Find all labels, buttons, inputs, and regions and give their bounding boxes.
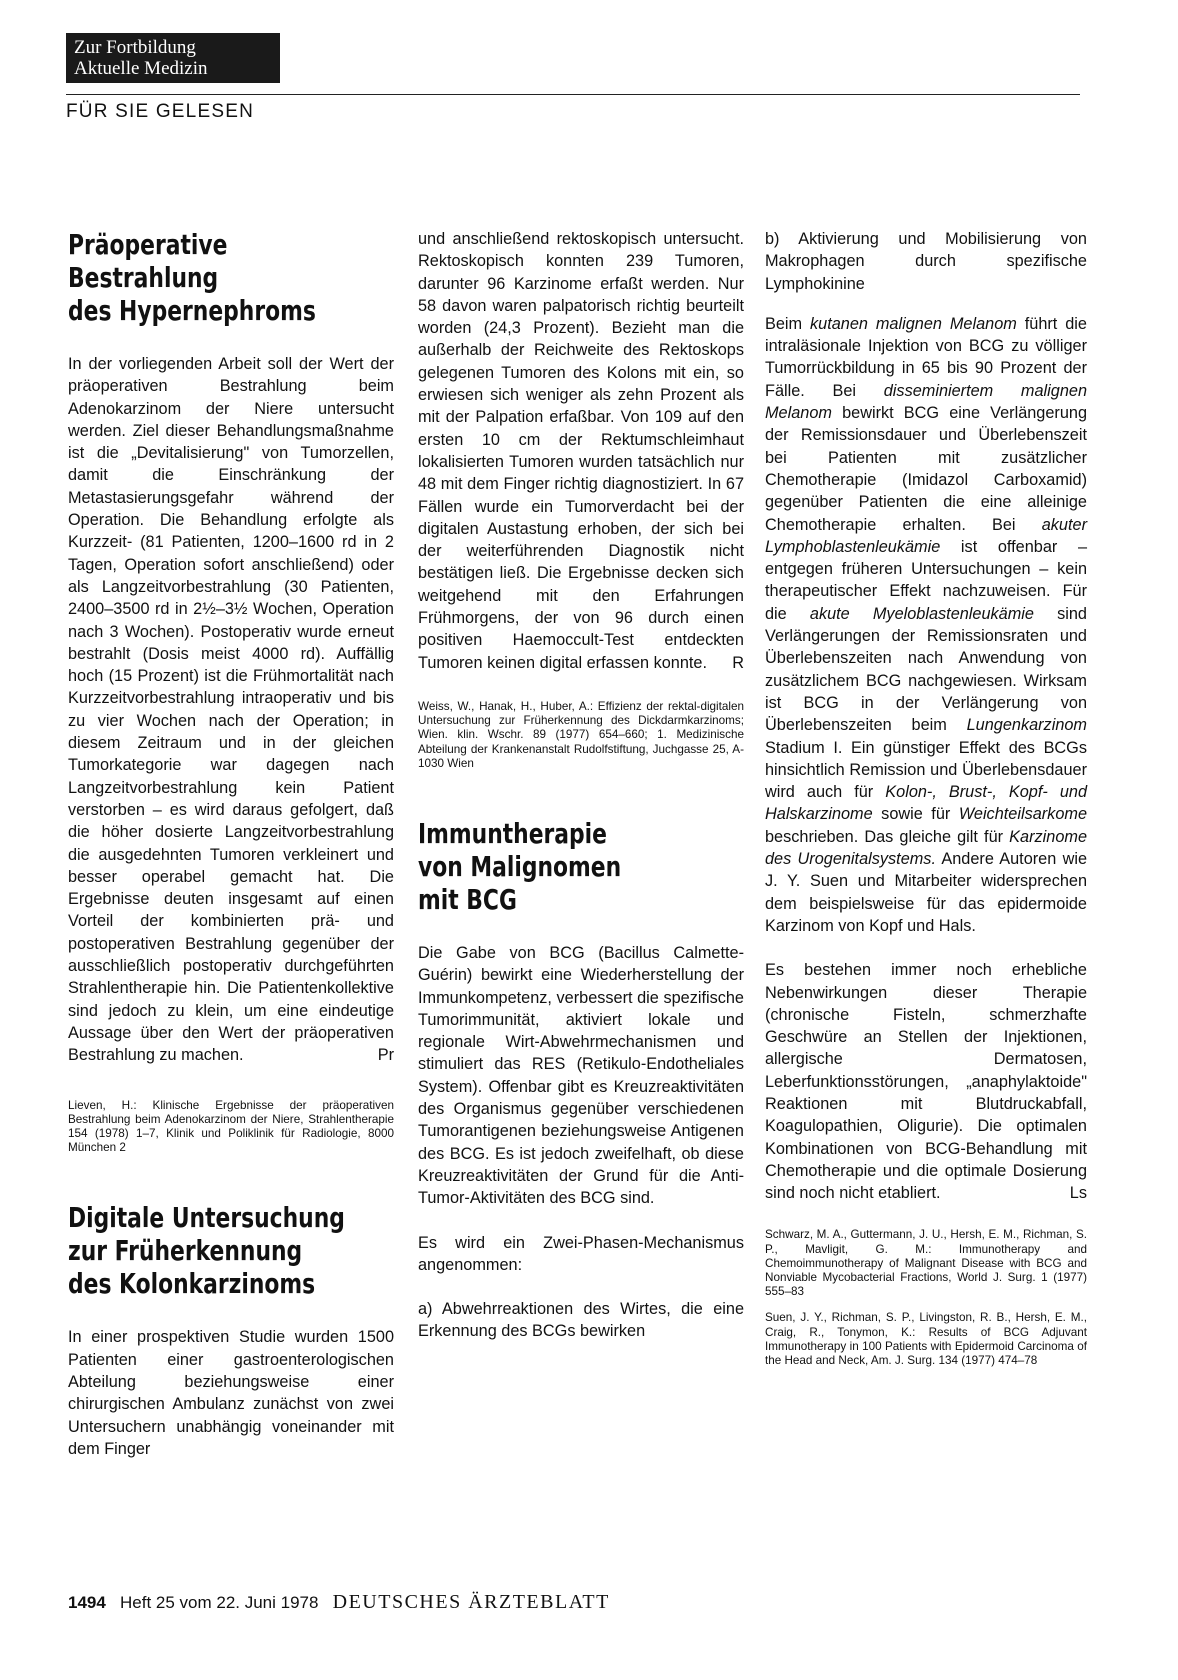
section-label-line2: Aktuelle Medizin: [74, 58, 208, 79]
p5-text-d: ist offenbar – entgegen früheren Untersuchungen – kein therapeutischer Effekt nachzuweisen. Für die: [765, 537, 1087, 623]
article-1-body: [68, 353, 394, 1067]
article-2-body-part2: [418, 228, 744, 674]
article-1-reference: Lieven, H.: Klinische Ergebnisse der präoperativen Bestrahlung beim Adenokarzinom der Niere, Strahlentherapie 154 (1978) 1–7, Klinik und Poliklinik für Radiologie, 8000 München 2: [68, 1098, 394, 1155]
issue-info: Heft 25 vom 22. Juni 1978: [120, 1593, 319, 1612]
magazine-name: DEUTSCHES ÄRZTEBLATT: [332, 1591, 610, 1613]
article-3-reference-1: Schwarz, M. A., Guttermann, J. U., Hersh, E. M., Richman, S. P., Mavligit, G. M.: Immunotherapy and Chemoimmunotherapy of Malignant Disease with BCG and Nonviable Mycobacterial Fractions, World J. Surg. 1 (1977) 555–83: [765, 1228, 1087, 1299]
p5-text-j: Andere Autoren wie J. Y. Suen und Mitarbeiter widersprechen dem beispielsweise für das epidermoide Karzinom von Kopf und Hals.: [765, 850, 1087, 935]
article-2-title-line3: des Kolonkarzinoms: [68, 1267, 316, 1301]
article-2-reference: Weiss, W., Hanak, H., Huber, A.: Effizienz der rektal-digitalen Untersuchung zur Früherkennung des Dickdarmkarzinoms; Wien. klin. Wschr. 89 (1977) 654–660; 1. Medizinische Abteilung der Krankenanstalt Rudolfstiftung, Juchgasse 25, A-1030 Wien: [418, 699, 744, 770]
p5-text-a: Beim: [765, 314, 811, 333]
article-3-paragraph-3: a) Abwehrreaktionen des Wirtes, die eine Erkennung des BCGs bewirken: [418, 1300, 744, 1341]
p5-italic-2: disseminiertem malignen Melanom: [765, 381, 1087, 423]
p5-italic-6: Kolon-, Brust-, Kopf- und Halskarzinome: [765, 783, 1088, 824]
section-label: [66, 33, 280, 83]
article-3-reference-2: Suen, J. Y., Richman, S. P., Livingston, R. B., Hersh, E. M., Craig, R., Tonymon, K.: Results of BCG Adjuvant Immunotherapy in 100 Patients with Epidermoid Carcinoma of the Head and Neck, Am. J. Surg. 134 (1977) 474–78: [765, 1311, 1087, 1368]
article-3-paragraph-4: b) Aktivierung und Mobilisierung von Makrophagen durch spezifische Lymphokinine: [765, 230, 1087, 293]
article-2-body-part1: In einer prospektiven Studie wurden 1500 Patienten einer gastroenterologischen Abteilung beziehungsweise einer chirurgischen Ambulanz zunächst von zwei Untersuchern unabhängig voneinander mit dem Finger: [68, 1328, 394, 1458]
article-3-signature: Ls: [1069, 1184, 1087, 1203]
p5-italic-3: akuter Lymphoblastenleukämie: [765, 515, 1087, 556]
section-label-line1: Zur Fortbildung: [74, 37, 196, 58]
article-1-signature: Pr: [377, 1046, 394, 1065]
article-3-title-line1: Immuntherapie: [418, 816, 607, 850]
p5-text-f: Stadium I. Ein günstiger Effekt des BCGs hinsichtlich Remission und Überlebensdauer wird auch für: [765, 738, 1087, 802]
page-number: 1494: [68, 1593, 106, 1612]
article-3-title-line3: mit BCG: [418, 882, 517, 916]
article-1-body-text: In der vorliegenden Arbeit soll der Wert der präoperativen Bestrahlung beim Adenokarzinom der Niere untersucht werden. Ziel dieser Behandlungsmaßnahme ist die „Devitalisierung" von Tumorzellen, damit die Einschränkung der Metastasierungsgefahr während der Operation. Die Behandlung erfolgte als Kurzzeit- (81 Patienten, 1200–1600 rd in 2 Tagen, Operation sofort anschließend) oder als Langzeitvorbestrahlung (30 Patienten, 2400–3500 rd in 2½–3½ Wochen, Operation nach 3 Wochen). Postoperativ wurde erneut bestrahlt (Dosis meist 4000 rd). Auffällig hoch (15 Prozent) ist die Frühmortalität nach Kurzzeitvorbestrahlung intraoperativ und bis zu vier Wochen nach der Operation; in diesem Zeitraum und in der gleichen Tumorkategorie war dagegen nach Langzeitvorbestrahlung kein Patient verstorben – es wird daraus gefolgert, daß die höher dosierte Langzeitvorbestrahlung die ausgedehnten Tumoren verkleinert und besser operabel gemacht hat. Die Ergebnisse deuten insgesamt auf einen Vorteil der kombinierten prä- und postoperativen Bestrahlung gegenüber der ausschließlich postoperativ durchgeführten Strahlentherapie hin. Die Patientenkollektive sind jedoch zu klein, um eine eindeutige Aussage über den Wert der präoperativen Bestrahlung zu machen.: [68, 355, 394, 1065]
article-2-title: [68, 1201, 396, 1300]
article-1-title-line3: des Hypernephroms: [68, 294, 316, 327]
p5-italic-4: akute Myeloblastenleukämie: [809, 604, 1034, 623]
article-3-title: [418, 817, 746, 916]
article-3-paragraph-5: [765, 313, 1087, 937]
column-2: [418, 228, 744, 1343]
p5-text-e: sind Verlängerungen der Remissionsraten und Überlebenszeiten nach Anwendung von zusätzlichem BCG nachgewiesen. Wirksam ist BCG in der Verlängerung von Überlebenszeiten beim: [765, 604, 1087, 735]
article-2-title-line1: Digitale Untersuchung: [68, 1201, 345, 1235]
article-2-title-line2: zur Früherkennung: [68, 1234, 303, 1268]
p5-text-g: sowie für: [872, 805, 959, 824]
p5-text-b: führt die intraläsionale Injektion von BCG zu völliger Tumorrückbildung in 65 bis 90 Prozent der Fälle. Bei: [765, 314, 1087, 400]
article-3-paragraph-6: [765, 959, 1087, 1204]
article-3-title-line2: von Malignomen: [418, 849, 622, 883]
p5-italic-5: Lungenkarzinom: [966, 716, 1087, 735]
p5-text-h: beschrieben. Das gleiche gilt für: [765, 827, 1010, 846]
article-1-title: [68, 228, 396, 327]
p5-italic-1: kutanen malignen Melanom: [810, 314, 1017, 333]
article-2-body-text: und anschließend rektoskopisch untersucht. Rektoskopisch konnten 239 Tumoren, darunter 96 Karzinome erfaßt werden. Nur 58 davon waren palpatorisch richtig beurteilt worden (24,3 Prozent). Bezieht man die außerhalb der Reichweite des Rektoskops gelegenen Tumoren des Kolons mit ein, so erwiesen sich weniger als zehn Prozent als mit der Palpation erfaßbar. Von 109 auf den ersten 10 cm der Rektumschleimhaut lokalisierten Tumoren wurden tatsächlich nur 48 mit dem Finger richtig diagnostiziert. In 67 Fällen wurde ein Tumorverdacht bei der digitalen Austastung erhoben, der sich bei der weiterführenden Diagnostik nicht bestätigen ließ. Die Ergebnisse decken sich weitgehend mit den Erfahrungen Frühmorgens, der von 96 durch einen positiven Haemoccult-Test entdeckten Tumoren keinen digital erfassen konnte.: [418, 230, 744, 672]
page-footer: [68, 1591, 610, 1614]
article-2-signature: R: [732, 653, 744, 672]
column-1: [68, 228, 394, 1460]
article-3-paragraph-1: Die Gabe von BCG (Bacillus Calmette-Guérin) bewirkt eine Wiederherstellung der Immunkompetenz, verbessert die spezifische Tumorimmunität, aktiviert lokale und regionale Wirt-Abwehrmechanismen und stimuliert das RES (Retikulo-Endotheliales System). Offenbar gibt es Kreuzreaktivitäten des Organismus gegenüber verschiedenen Tumorantigenen beziehungsweise Antigenen des BCG. Es ist jedoch zweifelhaft, ob diese Kreuzreaktivitäten der Grund für die Anti-Tumor-Aktivitäten des BCG sind.: [418, 943, 744, 1208]
rubric: FÜR SIE GELESEN: [66, 101, 254, 122]
article-3-paragraph-2: Es wird ein Zwei-Phasen-Mechanismus angenommen:: [418, 1233, 744, 1274]
article-1-title-line2: Bestrahlung: [68, 261, 219, 294]
p5-italic-7: Weichteilsarkome: [958, 805, 1087, 824]
p5-text-c: bewirkt BCG eine Verlängerung der Remissionsdauer und Überlebenszeit bei Patienten mit zusätzlicher Chemotherapie (Imidazol Carboxamid) gegenüber Patienten die eine alleinige Chemotherapie erhalten. Bei: [765, 404, 1087, 534]
article-3-paragraph-6-text: Es bestehen immer noch erhebliche Nebenwirkungen dieser Therapie (chronische Fisteln, schmerzhafte Geschwüre an Stellen der Injektionen, allergische Dermatosen, Leberfunktionsstörungen, „anaphylaktoide" Reaktionen mit Blutdruckabfall, Koagulopathien, Oligurie). Die optimalen Kombinationen von BCG-Behandlung mit Chemotherapie und die optimale Dosierung sind noch nicht etabliert.: [765, 961, 1087, 1203]
column-3: [765, 228, 1087, 1368]
p5-italic-8: Karzinome des Urogenitalsystems.: [765, 827, 1087, 869]
article-1-title-line1: Präoperative: [68, 228, 228, 261]
header-rule: [66, 94, 1080, 95]
